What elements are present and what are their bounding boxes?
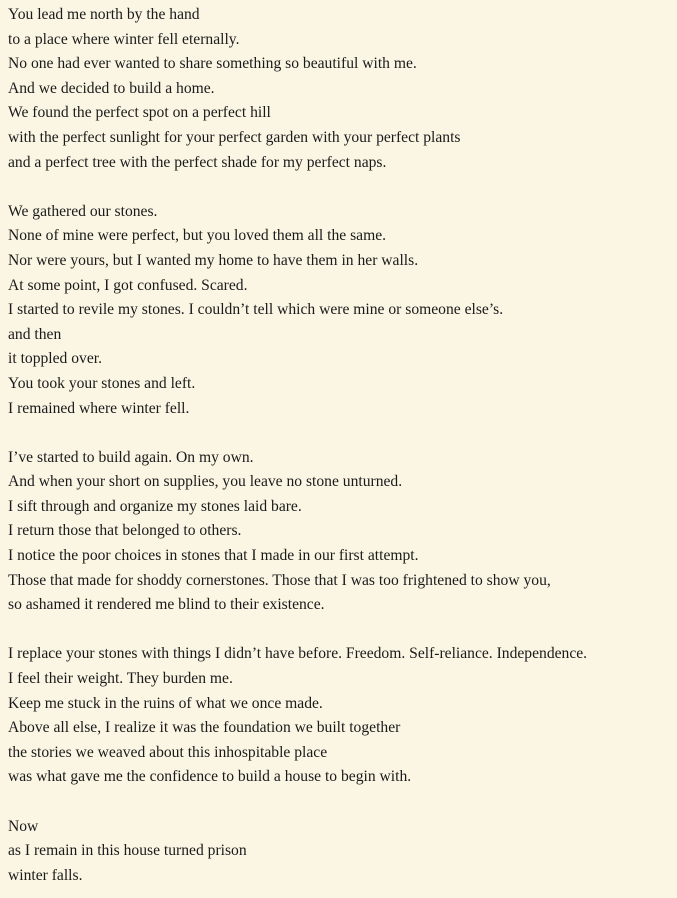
poem-line: and a perfect tree with the perfect shade for my perfect naps. [8,153,387,171]
stanza-4 [8,642,677,790]
poem-line: so ashamed it rendered me blind to their existence. [8,596,325,614]
poem-line: You lead me north by the hand [8,6,200,23]
poem-line: At some point, I got confused. Scared. [8,276,248,294]
poem-line: None of mine were perfect, but you loved them all the same. [8,227,387,245]
poem-line: I notice the poor choices in stones that I made in our first attempt. [8,547,419,565]
poem-line: I started to revile my stones. I couldn’t tell which were mine or someone else’s. [8,301,504,319]
poem-line: I sift through and organize my stones laid bare. [8,497,302,515]
stanza-3 [8,446,677,618]
stanza-5 [8,815,677,889]
poem-line: I remained where winter fell. [8,399,190,417]
poem-line: it toppled over. [8,350,102,368]
stanza-1 [8,3,677,175]
poem-line: You took your stones and left. [8,374,196,392]
poem-line: winter falls. [8,866,83,884]
poem-line: to a place where winter fell eternally. [8,30,240,48]
poem-line: Now [8,817,39,835]
poem-line: And when your short on supplies, you leave no stone unturned. [8,473,403,491]
poem-line: I’ve started to build again. On my own. [8,448,254,466]
poem-line: I feel their weight. They burden me. [8,670,233,688]
poem-line: I replace your stones with things I didn’t have before. Freedom. Self-reliance. Independence. [8,645,588,663]
poem-line: We gathered our stones. [8,202,158,220]
poem-line: and then [8,325,62,343]
stanza-2 [8,200,677,421]
poem-line: And we decided to build a home. [8,79,215,97]
poem-line: I return those that belonged to others. [8,522,242,540]
poem-line: Above all else, I realize it was the foundation we built together [8,719,401,737]
poem-line: Keep me stuck in the ruins of what we once made. [8,694,323,712]
poem-line: as I remain in this house turned prison [8,842,247,860]
poem-line: with the perfect sunlight for your perfect garden with your perfect plants [8,128,461,146]
poem-line: was what gave me the confidence to build a house to begin with. [8,768,412,786]
poem-line: Those that made for shoddy cornerstones. Those that I was too frightened to show you, [8,571,551,589]
poem-line: the stories we weaved about this inhospitable place [8,743,328,761]
poem-line: Nor were yours, but I wanted my home to have them in her walls. [8,251,419,269]
poem-line: No one had ever wanted to share something so beautiful with me. [8,55,417,73]
poem-line: We found the perfect spot on a perfect hill [8,104,271,122]
